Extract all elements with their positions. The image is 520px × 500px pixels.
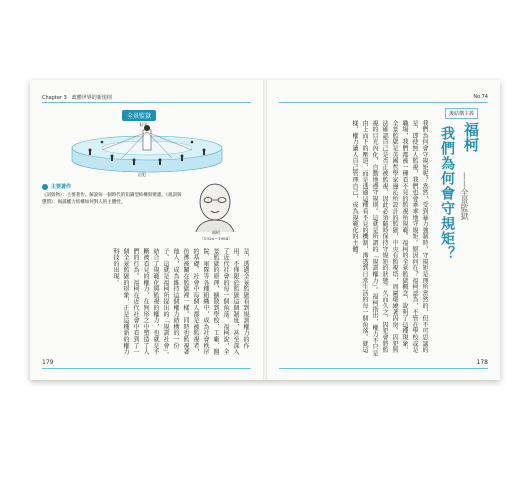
panopticon-diagram bbox=[42, 108, 252, 178]
right-body-text: 我們為何會守規矩呢？當然，受到暴力強制時，守規矩是理所當然的，但不可思議的是，即使無人監視，我們也會乖乖地守規矩。原因何在？福柯認為，不管在學校或是職場，我們都被一種看不見的監視所規範。福柯的全景監獄概念，說明了這種現象。全景監獄是英國哲學家邊沁所設計的監獄，中央有監視塔，周圍環繞著囚房。囚犯無法確認自己是否正被監視，因此必須隨時保持守規矩的狀態。久而久之，囚犯會將監視的目光內化，自動地遵守規則。這就是所謂的「規訓權力」。福柯指出，權力不只是由上而下的壓迫，而是透過這種看不見的機制，滲透到日常生活的每一個角落。就這樣，權力讓人自己管理自己，成為規範化的主體。 bbox=[351, 120, 428, 357]
entry-number: No.74 bbox=[473, 94, 488, 100]
entry-question: 我們為何會守規矩？ bbox=[439, 126, 455, 261]
topic-tag: 後結構主義 bbox=[445, 108, 478, 119]
chapter-header: Chapter 3 政體世界的新規則 bbox=[42, 95, 112, 101]
portrait-name: 福柯 bbox=[212, 230, 220, 235]
foucault-portrait-icon bbox=[186, 180, 244, 232]
header-rule-right bbox=[279, 102, 488, 103]
book-spread bbox=[30, 80, 500, 380]
page-number-right: 178 bbox=[476, 359, 488, 366]
keywords-box bbox=[42, 183, 182, 206]
footer-rule-right bbox=[279, 368, 488, 369]
diagram-title: 全景監獄 bbox=[122, 110, 156, 121]
right-page bbox=[267, 80, 500, 380]
portrait-dates: （1926～1984） bbox=[199, 236, 233, 241]
left-page bbox=[30, 80, 263, 380]
bullet-icon bbox=[42, 184, 48, 190]
entry-title: 福柯 bbox=[462, 122, 480, 152]
keywords-text: 《詞與物》：主要著作。解說每一個時代的知識型結構與變遷。《規訓與懲罰》：揭露權力結構如何對人的主體性。 bbox=[42, 193, 182, 205]
page-number-left: 179 bbox=[42, 359, 54, 366]
tower-label: 看守 bbox=[139, 122, 147, 127]
keywords-title-text: 主要著作 bbox=[51, 184, 72, 190]
prisoner-label: 囚犯 bbox=[138, 172, 146, 177]
header-rule bbox=[42, 102, 251, 103]
entry-subtitle: ——全景監獄 bbox=[460, 172, 469, 220]
footer-rule bbox=[42, 368, 251, 369]
keywords-title bbox=[42, 183, 182, 190]
left-body-text: 是，透過全景監獄看到規訓權力的作用。不僅限於監獄這個制度，甚至深入了近代社會的每一個角落。福柯說，全景監獄的原理，擴散到學校、工廠、醫院、軍隊等各種組織中，成為社會秩序的基礎。社會中每個人都是被監視者，彷彿被關在監獄裡一樣。同時也監視著他人，成為維持這個權力結構的一份子。這就是福柯所提出的「規訓社會」。結合了規範化與監視的權力，也就是不斷被看見的權力，在無形之中塑造了人們的行為。福柯在近代社會中看到了一個全景監獄的形象，正是這種新的權力科技的出現。 bbox=[112, 248, 249, 359]
